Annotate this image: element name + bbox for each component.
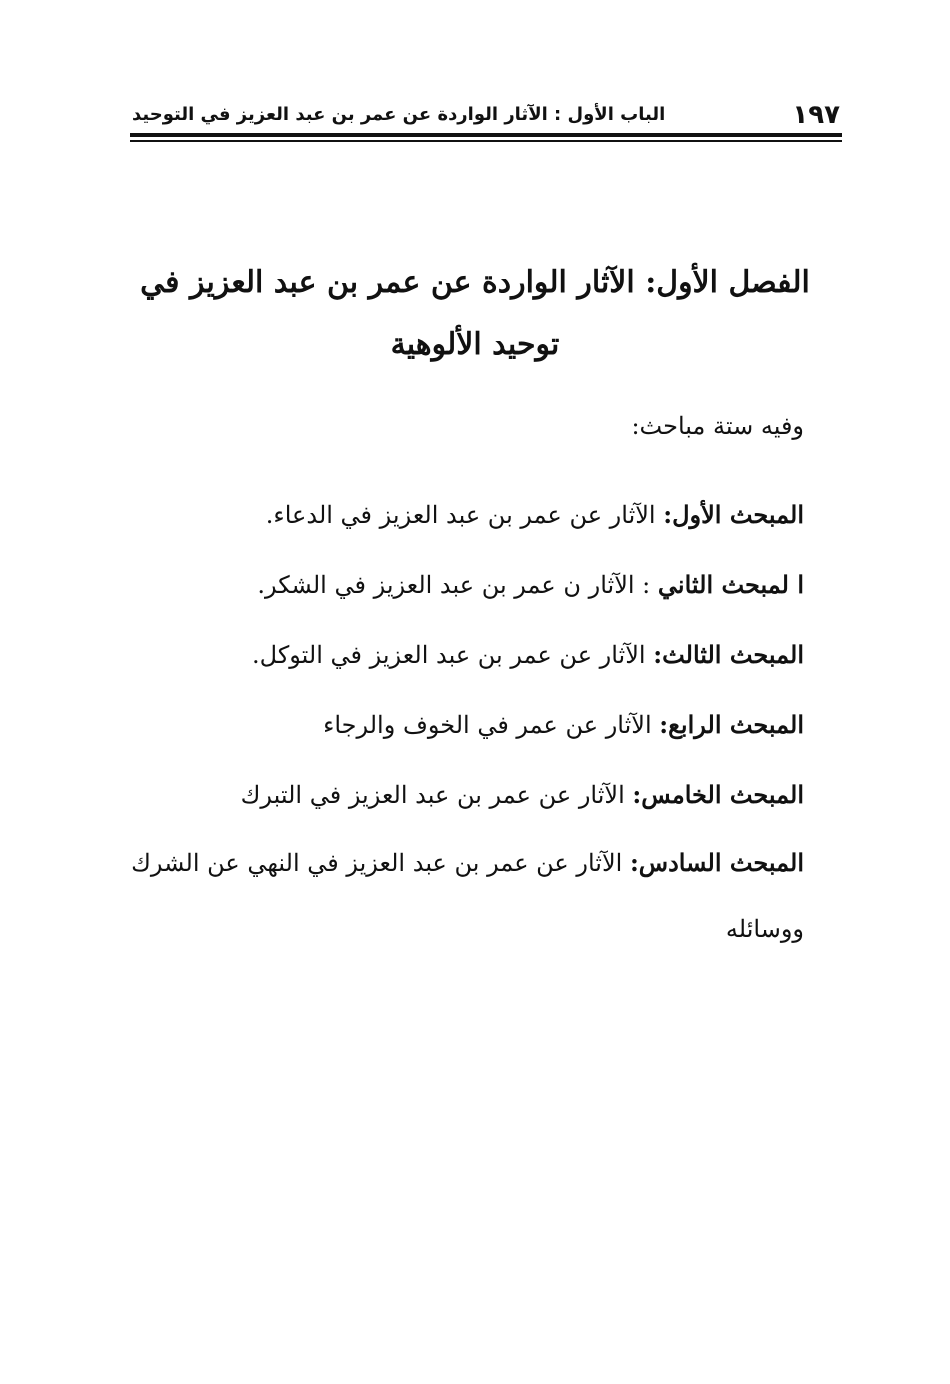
section-text: الآثار عن عمر بن عبد العزيز في التبرك xyxy=(240,781,633,809)
page-number: ١٩٧ xyxy=(792,100,840,130)
section-label: ا لمبحث الثاني xyxy=(657,570,804,599)
header-rule-thick xyxy=(130,133,842,137)
section-label: المبحث الخامس: xyxy=(632,780,804,809)
section-item-3 xyxy=(114,620,804,690)
section-text: الآثار عن عمر في الخوف والرجاء xyxy=(323,711,660,739)
running-header xyxy=(130,100,842,130)
section-item-5 xyxy=(114,760,804,830)
sections-list xyxy=(114,480,804,962)
section-text: : الآثار ن عمر بن عبد العزيز في الشكر. xyxy=(257,571,658,599)
section-label: المبحث السادس: xyxy=(629,848,804,877)
section-text: الآثار عن عمر بن عبد العزيز في النهي عن الشرك ووسائله xyxy=(131,849,804,943)
intro-line: وفيه ستة مباحث: xyxy=(631,412,804,440)
section-item-6 xyxy=(114,830,804,962)
section-item-4 xyxy=(114,690,804,760)
chapter-title: الفصل الأول: الآثار الواردة عن عمر بن عبد العزيز في توحيد الألوهية xyxy=(140,265,810,362)
section-label: المبحث الثالث: xyxy=(653,640,804,669)
section-text: الآثار عن عمر بن عبد العزيز في التوكل. xyxy=(252,641,654,669)
section-item-1 xyxy=(114,480,804,550)
section-text: الآثار عن عمر بن عبد العزيز في الدعاء. xyxy=(265,501,664,529)
section-label: المبحث الرابع: xyxy=(659,710,804,739)
section-label: المبحث الأول: xyxy=(663,500,804,529)
header-rule-thin xyxy=(130,140,842,142)
section-item-2 xyxy=(114,550,804,620)
running-title: الباب الأول : الآثار الواردة عن عمر بن عبد العزيز في التوحيد xyxy=(132,104,666,125)
